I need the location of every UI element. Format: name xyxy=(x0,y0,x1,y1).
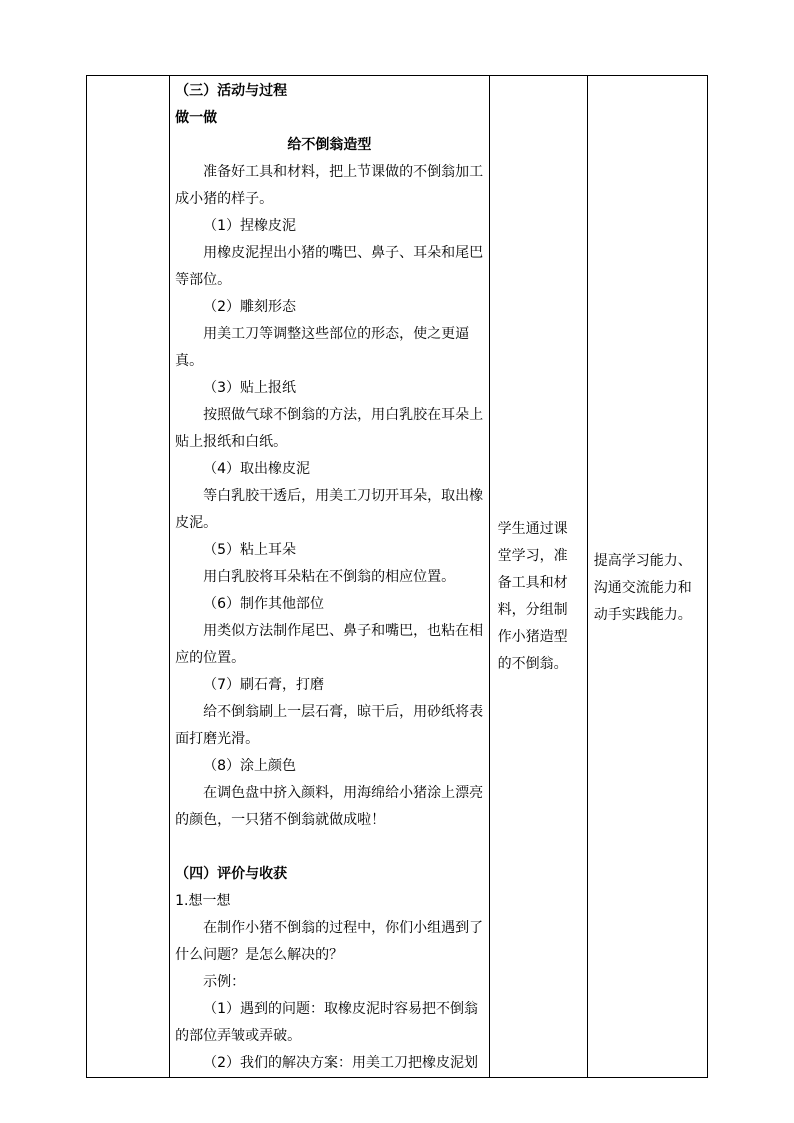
lesson-paragraph: 给不倒翁刷上一层石膏，晾干后，用砂纸将表面打磨光滑。 xyxy=(175,704,484,747)
lesson-paragraph: 用白乳胶将耳朵粘在不倒翁的相应位置。 xyxy=(203,569,456,585)
lesson-paragraph: 在制作小猪不倒翁的过程中，你们小组遇到了什么问题？是怎么解决的？ xyxy=(175,920,484,963)
teaching-process-content xyxy=(175,78,484,1077)
student-activity-text: 学生通过课堂学习，准备工具和材料，分组制作小猪造型的不倒翁。 xyxy=(497,520,568,672)
lesson-paragraph: 用类似方法制作尾巴、鼻子和嘴巴，也粘在相应的位置。 xyxy=(175,623,484,666)
lesson-paragraph: 示例： xyxy=(203,974,246,990)
lesson-paragraph: 给不倒翁造型 xyxy=(287,137,372,153)
lesson-paragraph: （4）取出橡皮泥 xyxy=(203,461,311,477)
lesson-paragraph: （四）评价与收获 xyxy=(175,866,288,882)
lesson-paragraph: （1）遇到的问题：取橡皮泥时容易把不倒翁的部位弄皱或弄破。 xyxy=(175,1001,479,1044)
lesson-plan-table xyxy=(86,75,708,1078)
lesson-paragraph: 1.想一想 xyxy=(175,893,231,909)
lesson-paragraph: 用美工刀等调整这些部位的形态，使之更逼真。 xyxy=(175,326,470,369)
lesson-paragraph: （8）涂上颜色 xyxy=(203,758,297,774)
lesson-paragraph: （6）制作其他部位 xyxy=(203,596,325,612)
lesson-paragraph: 等白乳胶干透后，用美工刀切开耳朵，取出橡皮泥。 xyxy=(175,488,484,531)
lesson-paragraph: 做一做 xyxy=(175,110,218,126)
teaching-process-cell xyxy=(170,76,490,1078)
student-activity-cell xyxy=(489,76,587,1078)
lesson-paragraph: （7）刷石膏，打磨 xyxy=(203,677,325,693)
lesson-paragraph: 在调色盘中挤入颜料，用海绵给小猪涂上漂亮的颜色，一只猪不倒翁就做成啦！ xyxy=(175,785,484,828)
lesson-paragraph: 准备好工具和材料，把上节课做的不倒翁加工成小猪的样子。 xyxy=(175,164,484,207)
lesson-paragraph: （2）雕刻形态 xyxy=(203,299,297,315)
lesson-paragraph: （5）粘上耳朵 xyxy=(203,542,297,558)
lesson-paragraph: （2）我们的解决方案：用美工刀把橡皮泥划 xyxy=(203,1055,479,1071)
lesson-paragraph: （3）贴上报纸 xyxy=(203,380,297,396)
lesson-paragraph: （三）活动与过程 xyxy=(175,83,288,99)
left-blank-cell xyxy=(87,76,170,1078)
table-row xyxy=(87,76,708,1078)
blank-line xyxy=(175,834,484,861)
design-intent-cell xyxy=(587,76,707,1078)
lesson-paragraph: （1）捏橡皮泥 xyxy=(203,218,297,234)
lesson-paragraph: 用橡皮泥捏出小猪的嘴巴、鼻子、耳朵和尾巴等部位。 xyxy=(175,245,484,288)
design-intent-text: 提高学习能力、沟通交流能力和动手实践能力。 xyxy=(593,553,692,623)
lesson-paragraph: 按照做气球不倒翁的方法，用白乳胶在耳朵上贴上报纸和白纸。 xyxy=(175,407,484,450)
